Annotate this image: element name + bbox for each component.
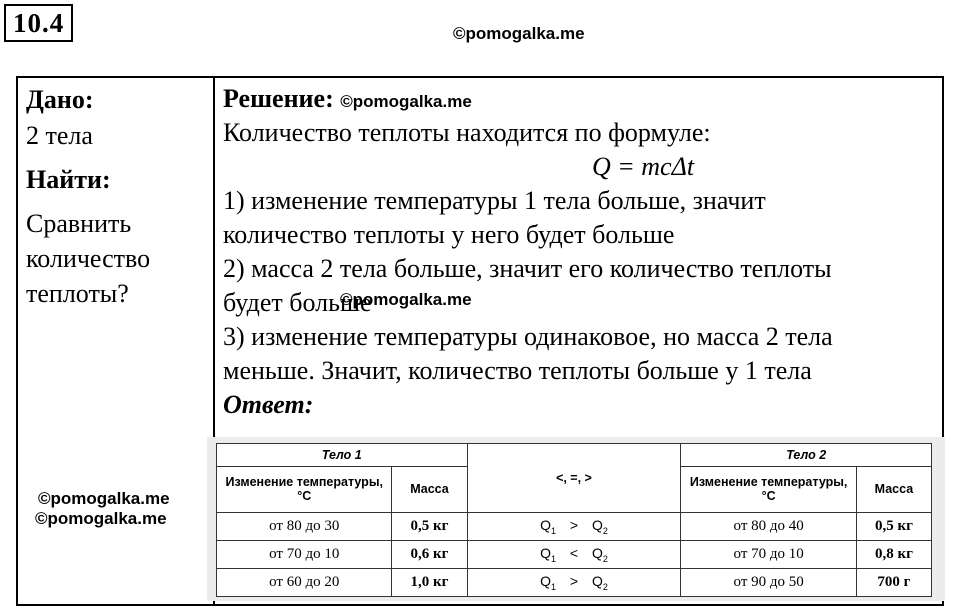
solution-line-6: меньше. Значит, количество теплоты больше у 1 тела [223,356,812,385]
find-line-1: Сравнить [26,209,132,238]
table-row [217,513,932,541]
solution-line-1: 1) изменение температуры 1 тела больше, значит [223,186,766,215]
row3-temp2: от 90 до 50 [681,569,856,597]
body1-header: Тело 1 [217,444,468,467]
table-row [217,541,932,569]
body2-mass-header: Масса [856,466,931,513]
solution-heading: Решение: [223,84,334,113]
watermark-left-1: ©pomogalka.me [38,489,170,508]
watermark-middle: ©pomogalka.me [340,290,472,309]
solution-column [223,82,943,422]
task-number: 10.4 [4,4,73,42]
row1-temp2: от 80 до 40 [681,513,856,541]
body1-temp-header: Изменение температуры, °С [217,466,392,513]
answer-heading: Ответ: [223,390,314,419]
answer-table [216,443,932,597]
row2-mass2: 0,8 кг [856,541,931,569]
solution-line-4: будет больше [223,288,372,317]
row3-mass2: 700 г [856,569,931,597]
body1-mass-header: Масса [392,466,467,513]
watermark-solution: ©pomogalka.me [340,92,472,111]
solution-intro: Количество теплоты находится по формуле: [223,118,711,147]
row3-compare: $Q_1 > Q_2$ [467,569,681,597]
find-line-2: количество [26,244,151,273]
formula: Q = mcΔt [591,152,695,181]
row2-temp2: от 70 до 10 [681,541,856,569]
table-row [217,569,932,597]
row2-temp1: от 70 до 10 [217,541,392,569]
row1-compare: $Q_1 > Q_2$ [467,513,681,541]
answer-table-image [207,437,945,601]
find-heading: Найти: [26,165,111,194]
solution-line-2: количество теплоты у него будет больше [223,220,675,249]
body2-header: Тело 2 [681,444,932,467]
watermark-left-2: ©pomogalka.me [35,509,167,528]
row3-temp1: от 60 до 20 [217,569,392,597]
row2-compare: $Q_1 < Q_2$ [467,541,681,569]
find-line-3: теплоты? [26,279,129,308]
body2-temp-header: Изменение температуры, °С [681,466,856,513]
solution-line-3: 2) масса 2 тела больше, значит его количество теплоты [223,254,832,283]
row1-temp1: от 80 до 30 [217,513,392,541]
given-value: 2 тела [26,121,93,150]
row2-mass1: 0,6 кг [392,541,467,569]
watermark-top: ©pomogalka.me [453,24,585,43]
given-heading: Дано: [26,85,94,114]
compare-header: <, =, > [467,444,681,513]
given-column [26,82,206,311]
row1-mass1: 0,5 кг [392,513,467,541]
row1-mass2: 0,5 кг [856,513,931,541]
solution-line-5: 3) изменение температуры одинаковое, но масса 2 тела [223,322,833,351]
row3-mass1: 1,0 кг [392,569,467,597]
